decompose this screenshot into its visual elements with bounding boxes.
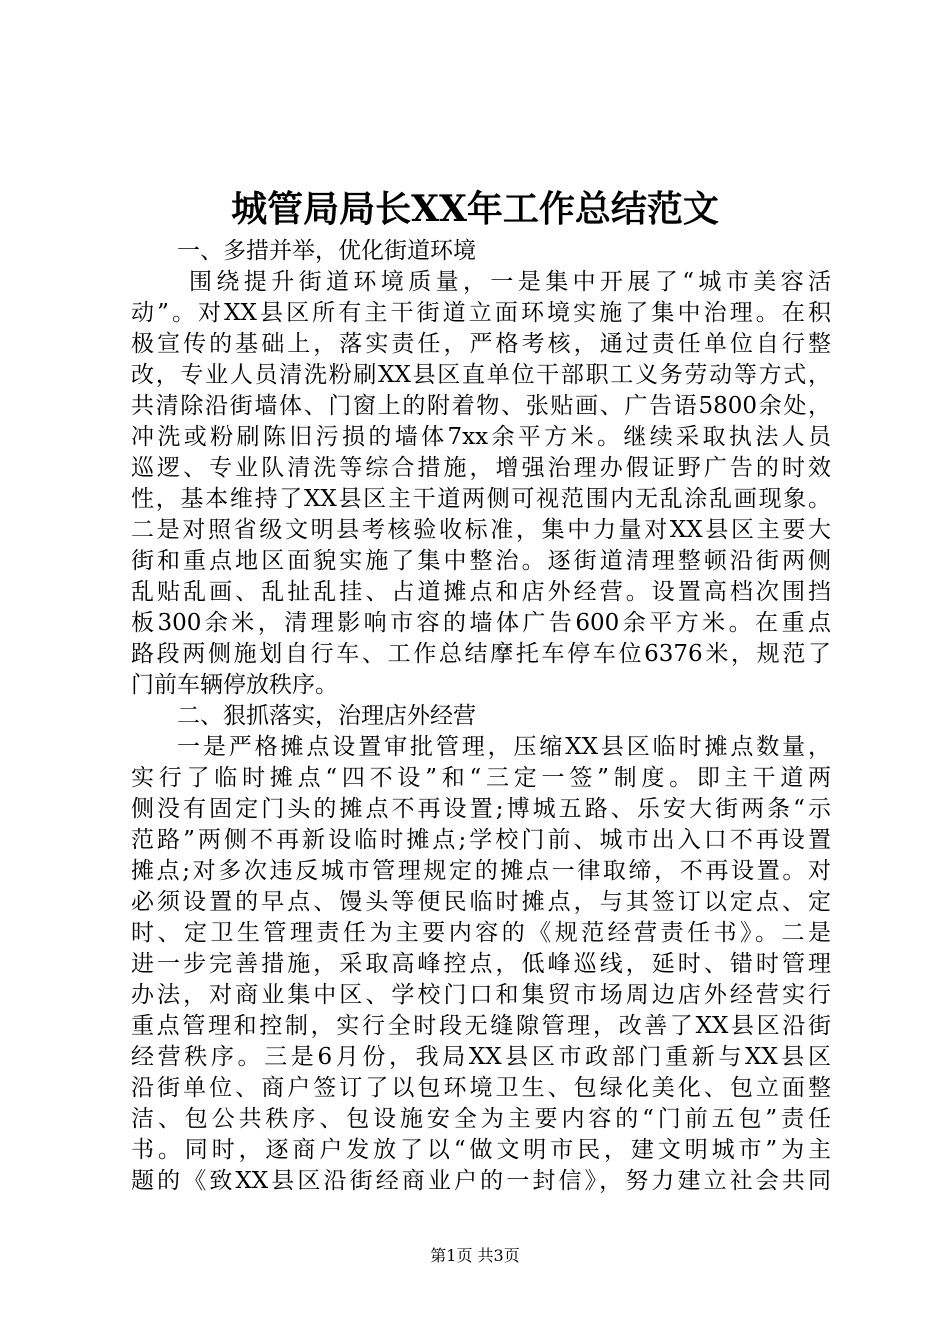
paragraph-line: 题的《致XX县区沿街经商业户的一封信》，努力建立社会共同: [131, 1168, 831, 1194]
paragraph-line: 范路”两侧不再新设临时摊点;学校门前、城市出入口不再设置: [131, 827, 831, 853]
paragraph-line: 二是对照省级文明县考核验收标准，集中力量对XX县区主要大: [131, 517, 831, 543]
paragraph-line: 门前车辆停放秩序。: [131, 672, 338, 698]
document-body: [131, 236, 831, 1197]
paragraph-line: 进一步完善措施，采取高峰控点，低峰巡线，延时、错时管理: [131, 951, 831, 977]
document-title: 城管局局长XX年工作总结范文: [231, 188, 719, 230]
paragraph-line: 板300余米，清理影响市容的墙体广告600余平方米。在重点: [131, 610, 831, 636]
paragraph-line: 洁、包公共秩序、包设施安全为主要内容的“门前五包”责任: [131, 1106, 831, 1132]
paragraph-line: 实行了临时摊点“四不设”和“三定一签”制度。即主干道两: [131, 765, 831, 791]
paragraph-line: 冲洗或粉刷陈旧污损的墙体7xx余平方米。继续采取执法人员: [131, 424, 831, 450]
paragraph-line: 书。同时，逐商户发放了以“做文明市民，建文明城市”为主: [131, 1137, 831, 1163]
paragraph-line: 时、定卫生管理责任为主要内容的《规范经营责任书》。二是: [131, 920, 831, 946]
paragraph-line: 乱贴乱画、乱扯乱挂、占道摊点和店外经营。设置高档次围挡: [131, 579, 831, 605]
page-footer: 第1页 共3页: [430, 1246, 520, 1265]
paragraph-line: 巡逻、专业队清洗等综合措施，增强治理办假证野广告的时效: [131, 455, 831, 481]
paragraph-line: 路段两侧施划自行车、工作总结摩托车停车位6376米，规范了: [131, 641, 831, 667]
paragraph-line: 侧没有固定门头的摊点不再设置;博城五路、乐安大街两条“示: [131, 796, 831, 822]
section-heading-2: 二、狠抓落实，治理店外经营: [177, 703, 476, 729]
paragraph-line: 极宣传的基础上，落实责任，严格考核，通过责任单位自行整: [131, 331, 831, 357]
paragraph-line: 办法，对商业集中区、学校门口和集贸市场周边店外经营实行: [131, 982, 831, 1008]
paragraph-line: 重点管理和控制，实行全时段无缝隙管理，改善了XX县区沿街: [131, 1013, 831, 1039]
paragraph-line: 必须设置的早点、馒头等便民临时摊点，与其签订以定点、定: [131, 889, 831, 915]
paragraph-line: 改，专业人员清洗粉刷XX县区直单位干部职工义务劳动等方式，: [131, 362, 831, 388]
paragraph-line: 共清除沿街墙体、门窗上的附着物、张贴画、广告语5800余处，: [131, 393, 831, 419]
paragraph-line: 街和重点地区面貌实施了集中整治。逐街道清理整顿沿街两侧: [131, 548, 831, 574]
paragraph-line: 摊点;对多次违反城市管理规定的摊点一律取缔，不再设置。对: [131, 858, 831, 884]
paragraph-line: 一是严格摊点设置审批管理，压缩XX县区临时摊点数量，: [177, 734, 831, 760]
paragraph-line: 动”。对XX县区所有主干街道立面环境实施了集中治理。在积: [131, 300, 831, 326]
section-heading-1: 一、多措并举，优化街道环境: [177, 238, 476, 264]
paragraph-line: 经营秩序。三是6月份，我局XX县区市政部门重新与XX县区: [131, 1044, 831, 1070]
paragraph-line: 性，基本维持了XX县区主干道两侧可视范围内无乱涂乱画现象。: [131, 486, 831, 512]
paragraph-line: 沿街单位、商户签订了以包环境卫生、包绿化美化、包立面整: [131, 1075, 831, 1101]
paragraph-line: 围绕提升街道环境质量，一是集中开展了“城市美容活: [189, 269, 831, 295]
